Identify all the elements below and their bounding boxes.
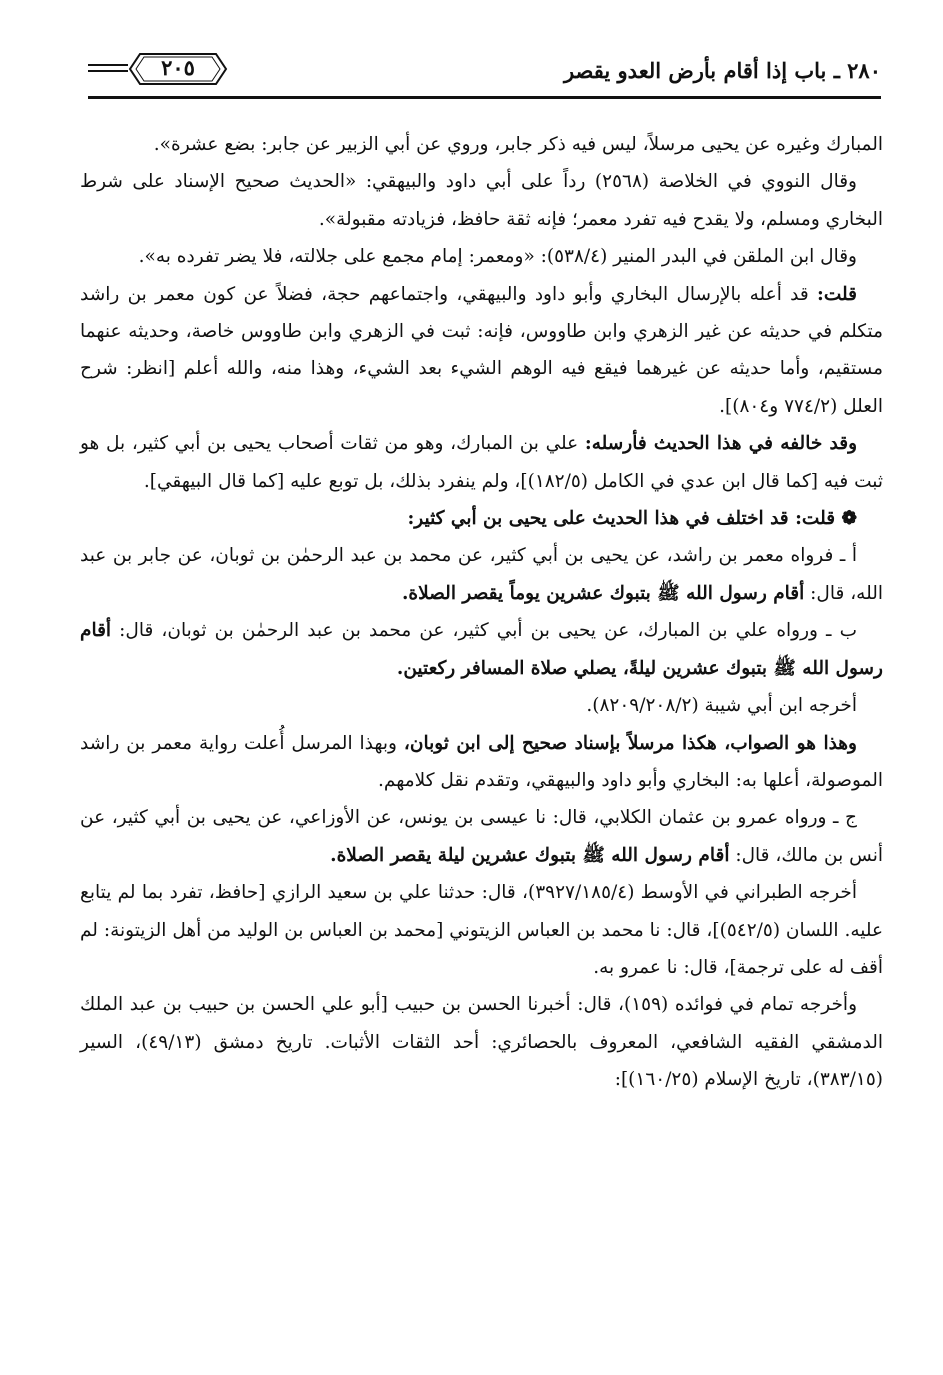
narration-c-chain: ج ـ ورواه عمرو بن عثمان الكلابي، قال: نا عيسى بن يونس، عن الأوزاعي، عن يحيى بن أبي كثير، عن أنس بن مالك، قال: (80, 807, 883, 866)
narration-a-chain: أ ـ فرواه معمر بن راشد، عن يحيى بن أبي كثير، عن محمد بن عبد الرحمٰن بن ثوبان، عن جابر بن عبد الله، قال: (80, 545, 883, 604)
verdict-text: وبهذا المرسل أُعلت رواية معمر بن راشد الموصولة، أعلها به: البخاري وأبو داود والبيهقي، وتقدم نقل كلامهم. (80, 732, 883, 791)
narration-c-matn: أقام رسول الله ﷺ بتبوك عشرين ليلة يقصر الصلاة. (330, 844, 730, 866)
paragraph-takhrij-2: أخرجه الطبراني في الأوسط (٣٩٢٧/١٨٥/٤)، قال: حدثنا علي بن سعيد الرازي [حافظ، تفرد بما لم يتابع عليه. اللسان (٥٤٢/٥)]، قال: نا محمد بن العباس الزيتوني [محمد بن العباس بن الوليد من أهل الزيتونة: لم أقف له على ترجمة]، قال: نا عمرو به. (80, 882, 884, 978)
header-rule (88, 96, 881, 99)
paragraph-takhrij-3: وأخرجه تمام في فوائده (١٥٩)، قال: أخبرنا الحسن بن حبيب [أبو علي الحسن بن حبيب بن عبد الملك الدمشقي الفقيه الشافعي، المعروف بالحصائري: أحد الثقات الأثبات. تاريخ دمشق (٤٩/١٣)، السير (٣٨٣/١٥)، تاريخ الإسلام (١٦٠/٢٥)]: (80, 994, 884, 1091)
contradiction-text: علي بن المبارك، وهو من ثقات أصحاب يحيى بن أبي كثير، بل هو ثبت فيه [كما قال ابن عدي في الكامل (١٨٢/٥)]، ولم ينفرد بذلك، بل توبع عليه [كما قال البيهقي]. (80, 433, 883, 492)
paragraph-4 (80, 276, 883, 426)
narration-b (80, 612, 883, 687)
page-number: ٢٠٥ (161, 55, 195, 80)
narration-c (80, 799, 883, 874)
header-ornament-lines (88, 64, 128, 76)
narration-a-matn: أقام رسول الله ﷺ بتبوك عشرين يوماً يقصر الصلاة. (401, 582, 805, 604)
contradiction-lead: وقد خالفه في هذا الحديث فأرسله: (584, 433, 857, 455)
narration-b-chain: ب ـ ورواه علي بن المبارك، عن يحيى بن أبي كثير، عن محمد بن عبد الرحمٰن بن ثوبان، قال: (111, 620, 857, 642)
page-body (80, 126, 883, 1099)
paragraph-1: المبارك وغيره عن يحيى مرسلاً، ليس فيه ذكر جابر، وروي عن أبي الزبير عن جابر: بضع عشرة». (153, 134, 883, 155)
verdict-lead: وهذا هو الصواب، هكذا مرسلاً بإسناد صحيح إلى ابن ثوبان، (403, 732, 857, 754)
running-title: ٢٨٠ ـ باب إذا أقام بأرض العدو يقصر (563, 58, 881, 83)
narration-b-matn: أقام رسول الله ﷺ بتبوك عشرين ليلةً، يصلي صلاة المسافر ركعتين. (80, 620, 883, 679)
paragraph-takhrij-1: أخرجه ابن أبي شيبة (٨٢٠٩/٢٠٨/٢). (586, 695, 857, 717)
note-text: قد أعله بالإرسال البخاري وأبو داود والبيهقي، واجتماعهم حجة، فضلاً عن كون معمر بن راشد متكلم في حديثه عن غير الزهري وابن طاووس، فإنه: ثبت في الزهري وابن طاووس خاصة، وحديثه عنهما مستقيم، وأما حديثه عن غيرهما فيقع فيه الوهم الشيء بعد الشيء، وهذا منه، والله أعلم [انظر: شرح العلل (٧٧٤/٢ و٨٠٤)]. (80, 283, 883, 417)
paragraph-5 (80, 425, 883, 500)
page-number-badge (128, 52, 228, 86)
paragraph-verdict (80, 725, 883, 800)
page-header (88, 52, 881, 98)
paragraph-2: وقال النووي في الخلاصة (٢٥٦٨) رداً على أبي داود والبيهقي: «الحديث صحيح الإسناد على شرط البخاري ومسلم، ولا يقدح فيه تفرد معمر؛ فإنه ثقة حافظ، فزيادته مقبولة». (80, 171, 883, 230)
narration-a (80, 537, 883, 612)
paragraph-3: وقال ابن الملقن في البدر المنير (٥٣٨/٤): «ومعمر: إمام مجمع على جلالته، فلا يضر تفرده به». (138, 246, 857, 268)
note-lead: قلت: (817, 283, 857, 305)
section-heading: ❁ قلت: قد اختلف في هذا الحديث على يحيى بن أبي كثير: (407, 508, 857, 530)
